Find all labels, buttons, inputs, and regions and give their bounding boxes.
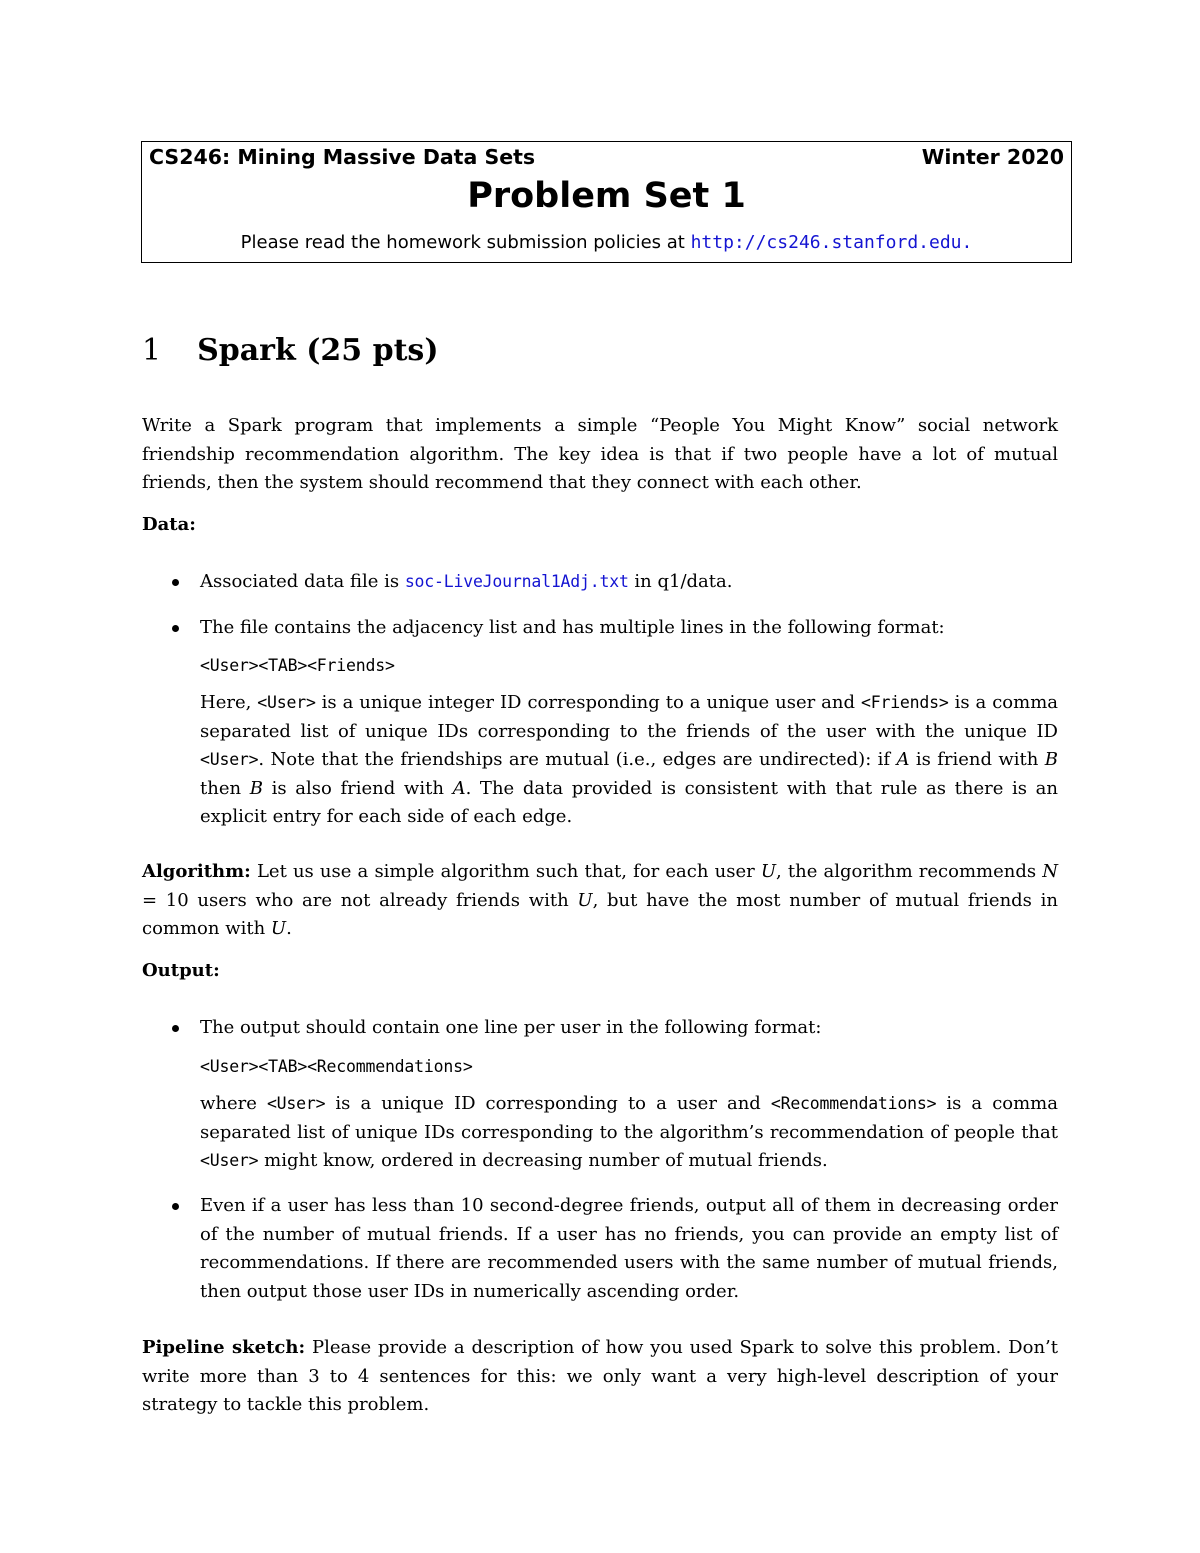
var-u: U xyxy=(270,918,287,939)
data-label: Data: xyxy=(142,514,196,535)
pipeline-text: Please provide a description of how you used Spark to solve this problem. Don’t write more than 3 to 4 sentences for this: we only want a very high-level description of your strategy to tackle this problem. xyxy=(142,1337,1058,1415)
output-format-string: <User><TAB><Recommendations> xyxy=(200,1057,473,1076)
output-format-line xyxy=(200,1053,1058,1082)
text-run: users who are not already friends with xyxy=(188,889,578,911)
var-u: U xyxy=(577,889,593,911)
text-run: . xyxy=(286,918,292,939)
output-rules-text: Even if a user has less than 10 second-degree friends, output all of them in decreasing order of the number of mutual friends. If a user has no friends, you can provide an empty list of recommendations. If there are recommended users with the same number of mutual friends, then output those user IDs in numerically ascending order. xyxy=(200,1195,1058,1302)
text-run: might know, ordered in decreasing number of mutual friends. xyxy=(258,1150,828,1171)
text-run: is friend with xyxy=(909,749,1045,770)
course-website-link[interactable]: http://cs246.stanford.edu. xyxy=(690,232,973,253)
data-file-pre: Associated data file is xyxy=(200,571,405,592)
pipeline-label: Pipeline sketch: xyxy=(142,1337,306,1358)
policy-text: Please read the homework submission policies at xyxy=(240,232,691,253)
text-run: . The data provided is consistent with that rule as there is an explicit entry for each side of each edge. xyxy=(200,777,1059,827)
format-intro: The file contains the adjacency list and has multiple lines in the following format: xyxy=(200,617,945,638)
algorithm-paragraph xyxy=(142,858,1058,944)
output-label: Output: xyxy=(142,960,220,981)
text-run: , the algorithm recommends xyxy=(776,861,1043,882)
section-number: 1 xyxy=(142,333,162,368)
output-bullet-format xyxy=(200,1014,1058,1043)
text-run: = 10 xyxy=(142,889,189,911)
text-run: Here, xyxy=(200,692,258,713)
data-bullet-file xyxy=(200,568,1058,597)
user-tag: <User> xyxy=(200,1151,259,1170)
section-heading xyxy=(142,333,439,368)
user-tag: <User> xyxy=(200,750,259,769)
term-label: Winter 2020 xyxy=(921,145,1064,169)
text-run: is a comma separated list of unique IDs corresponding to the algorithm’s recommendation of people that xyxy=(200,1093,1058,1143)
friends-tag: <Friends> xyxy=(861,693,949,712)
var-b: B xyxy=(249,777,263,799)
var-u: U xyxy=(760,861,777,882)
data-format-line xyxy=(200,652,1058,681)
format-string: <User><TAB><Friends> xyxy=(200,656,395,675)
bullet-icon xyxy=(172,579,179,586)
user-tag: <User> xyxy=(257,693,316,712)
problem-set-header xyxy=(141,141,1072,263)
data-format-description xyxy=(200,689,1058,832)
text-run: then xyxy=(200,777,250,799)
var-a: A xyxy=(896,749,910,770)
output-format-intro: The output should contain one line per user in the following format: xyxy=(200,1017,822,1038)
recommendations-tag: <Recommendations> xyxy=(770,1094,937,1113)
text-run: where xyxy=(200,1093,267,1114)
text-run: is a unique integer ID corresponding to a unique user and xyxy=(315,692,861,713)
output-format-description xyxy=(200,1090,1058,1176)
text-run: is a unique ID corresponding to a user and xyxy=(325,1093,771,1114)
var-a: A xyxy=(452,777,466,799)
problem-set-title: Problem Set 1 xyxy=(467,176,746,216)
section-title: Spark (25 pts) xyxy=(197,333,439,368)
course-title: CS246: Mining Massive Data Sets xyxy=(149,145,536,169)
var-n: N xyxy=(1042,861,1058,882)
intro-paragraph: Write a Spark program that implements a simple “People You Might Know” social network friendship recommendation algorithm. The key idea is that if two people have a lot of mutual friends, then the system should recommend that they connect with each other. xyxy=(142,415,1058,493)
var-b: B xyxy=(1044,749,1058,770)
data-file-post: in q1/data. xyxy=(628,571,733,592)
submission-policy-note xyxy=(142,232,1071,253)
output-bullet-rules xyxy=(200,1192,1058,1306)
bullet-icon xyxy=(172,1025,179,1032)
data-bullet-format xyxy=(200,614,1058,643)
bullet-icon xyxy=(172,625,179,632)
bullet-icon xyxy=(172,1203,179,1210)
pipeline-paragraph xyxy=(142,1334,1058,1420)
data-file-link[interactable]: soc-LiveJournal1Adj.txt xyxy=(404,572,629,591)
text-run: . Note that the friendships are mutual (i.e., edges are undirected): if xyxy=(258,749,897,770)
algorithm-label: Algorithm: xyxy=(142,861,251,882)
text-run: , but have the most number of mutual friends in common with xyxy=(142,889,1058,939)
user-tag: <User> xyxy=(266,1094,326,1113)
text-run: Let us use a simple algorithm such that, for each user xyxy=(250,861,761,882)
text-run: is a comma separated list of unique IDs corresponding to the friends of the user with the unique ID xyxy=(200,692,1058,742)
text-run: is also friend with xyxy=(262,777,453,799)
